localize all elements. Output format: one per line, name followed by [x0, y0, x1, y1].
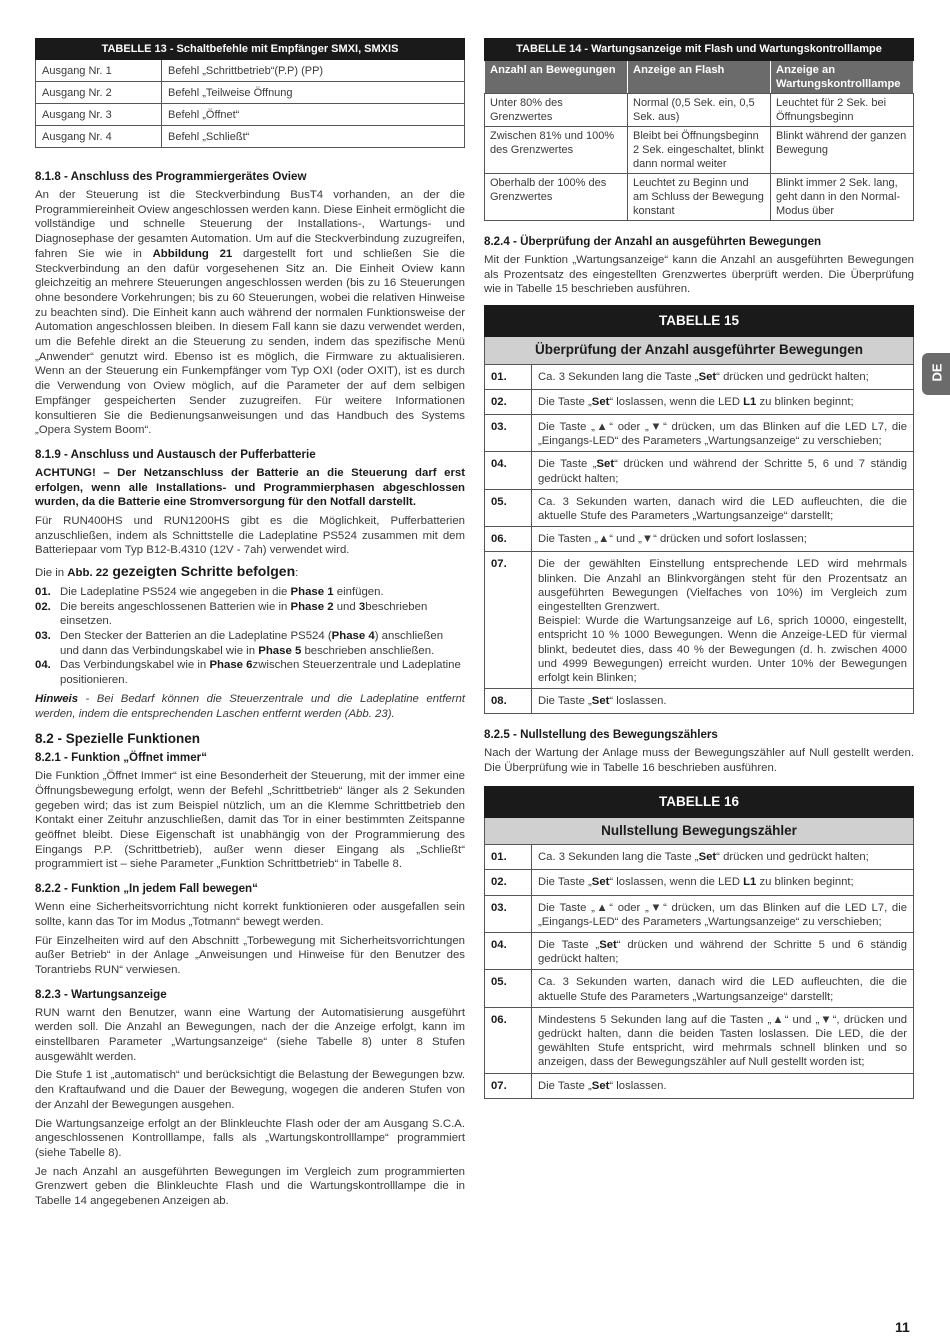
section-heading-82: 8.2 - Spezielle Funktionen: [35, 731, 201, 747]
steps-intro: Die in Abb. 22 gezeigten Schritte befolgen:: [35, 563, 299, 580]
section-heading-819: 8.1.9 - Anschluss und Austausch der Pufferbatterie: [35, 447, 316, 461]
table-13-title: TABELLE 13 - Schaltbefehle mit Empfänger SMXI, SMXIS: [36, 39, 465, 60]
table-14-title: TABELLE 14 - Wartungsanzeige mit Flash und Wartungskontrolllampe: [485, 39, 914, 61]
list-item: 03. Den Stecker der Batterien an die Ladeplatine PS524 (Phase 4) anschließen und dann das Verbindungskabel wie in Phase 5 beschrieben anschließen.: [35, 629, 444, 657]
table-row: Zwischen 81% und 100% des Grenzwertes Bleibt bei Öffnungsbeginn 2 Sek. eingeschaltet, blinkt dann normal weiter Blinkt während der ganzen Bewegung: [485, 127, 914, 174]
paragraph: Für Einzelheiten wird auf den Abschnitt „Torbewegung mit Sicherheitsvorrichtungen außer Betrieb“ in der Anlage „Anweisungen und Hinweise für den Benutzer des Torantriebs RUN“ verwiesen.: [35, 934, 465, 976]
warning-text: ACHTUNG! – Der Netzanschluss der Batterie an die Steuerung darf erst erfolgen, wenn alle Installations- und Programmierphasen abgeschlossen wurden, da die Batterie eine Stromversorgung für den Notfall darstellt.: [35, 466, 465, 509]
table-row: Ausgang Nr. 4 Befehl „Schließt“: [36, 126, 465, 148]
paragraph: Mit der Funktion „Wartungsanzeige“ kann die Anzahl an ausgeführten Bewegungen als Prozentsatz des eingestellten Grenzwertes überprüft werden. Die Überprüfung wie in Tabelle 15 beschrieben ausführen.: [484, 254, 914, 296]
list-item: 04. Das Verbindungskabel wie in Phase 6zwischen Steuerzentrale und Ladeplatine positionieren.: [35, 659, 461, 687]
table-row: 01. Ca. 3 Sekunden lang die Taste „Set“ drücken und gedrückt halten;: [485, 845, 914, 870]
paragraph: Wenn eine Sicherheitsvorrichtung nicht korrekt funktionieren oder ausgefallen sein sollte, kann das Tor im Modus „Totmann“ bewegt werden.: [35, 901, 465, 928]
table-row: 08. Die Taste „Set“ loslassen.: [485, 689, 914, 714]
table-13: [35, 38, 465, 148]
section-heading-818: 8.1.8 - Anschluss des Programmiergerätes Oview: [35, 170, 307, 183]
table-16-subtitle: Nullstellung Bewegungszähler: [485, 817, 914, 844]
table-15-subtitle: Überprüfung der Anzahl ausgeführter Bewegungen: [485, 337, 914, 364]
table-row: 05. Ca. 3 Sekunden warten, danach wird die LED aufleuchten, die die aktuelle Stufe des Parameters „Wartungsanzeige“ darstellt;: [485, 489, 914, 526]
paragraph: Die Stufe 1 ist „automatisch“ und berücksichtigt die Belastung der Bewegungen bzw. den Kraftaufwand und die Dauer der Bewegung, wogegen die anderen Stufen von der Anzahl der Bewegungen ausgehen.: [35, 1069, 465, 1111]
paragraph: An der Steuerung ist die Steckverbindung BusT4 vorhanden, an der die Programmiereinheit Oview angeschlossen werden kann. Diese Einheit ermöglicht die vollständige und schnelle Steuerung der Installations-, Wartungs- und Diagnosephase der gesamten Automation. Um auf die Steckverbindung zuzugreifen, fahren Sie wie in Abbildung 21 dargestellt fort und schließen Sie die Steckverbindung an den dafür vorgesehenen Sitz an. Die Einheit Oview kann gleichzeitig an mehrere Steuerungen angeschlossen werden (bis zu 16 Steuerungen ohne besondere Vorkehrungen; bis zu 60 Steuerungen, wobei die relativen Hinweise zu beachten sind). Die Einheit kann auch während der normalen Funktionsweise der Automation angeschlossen bleiben. In diesem Fall kann sie dazu verwendet werden, um die Befehle direkt an die Steuerung zu senden, indem das spezifische Menü „Anwender“ genutzt wird. Ebenso ist es möglich, die Firmware zu aktualisieren. Wenn an der Steuerung ein Funkempfänger vom Typ OXI (oder OXIT), ist es durch die Verwendung von Oview möglich, auf die Parameter der auf dem selbigen Empfänger gespeicherten Sender zuzugreifen. Für weitere Informationen konsultieren Sie die Bedienungsanweisungen und das Handbuch des Systems „Opera System Boom“.: [35, 189, 465, 437]
hinweis-note: Hinweis - Bei Bedarf können die Steuerzentrale und die Ladeplatine entfernt werden, indem die entsprechenden Laschen entfernt werden (Abb. 23).: [35, 692, 465, 720]
section-heading-821: 8.2.1 - Funktion „Öffnet immer“: [35, 751, 207, 765]
table-15: [484, 305, 914, 714]
paragraph: Für RUN400HS und RUN1200HS gibt es die Möglichkeit, Pufferbatterien anzuschließen, indem als Schnittstelle die Ladeplatine PS524 zusammen mit dem Batteriepaar vom Typ B12-B.4310 (12V - 7ah) verwendet wird.: [35, 515, 465, 557]
table-row: Unter 80% des Grenzwertes Normal (0,5 Sek. ein, 0,5 Sek. aus) Leuchtet für 2 Sek. bei Öffnungsbeginn: [485, 94, 914, 127]
table-row: 02. Die Taste „Set“ loslassen, wenn die LED L1 zu blinken beginnt;: [485, 389, 914, 414]
table-16: [484, 786, 914, 1099]
table-row: Ausgang Nr. 3 Befehl „Öffnet“: [36, 104, 465, 126]
section-heading-823: 8.2.3 - Wartungsanzeige: [35, 987, 167, 1001]
language-tab: DE: [922, 353, 950, 395]
left-column: [35, 38, 465, 1213]
table-16-title: TABELLE 16: [485, 786, 914, 817]
list-item: 01. Die Ladeplatine PS524 wie angegeben in die Phase 1 einfügen.: [35, 585, 384, 598]
paragraph: RUN warnt den Benutzer, wann eine Wartung der Automatisierung ausgeführt werden soll. Die Anzahl an Bewegungen, nach der die Anzeige erfolgt, kann im einstellbaren Parameter „Wartungsanzeige“ (siehe Tabelle 8) unter 8 Stufen ausgewählt werden.: [35, 1006, 465, 1063]
paragraph: Die Wartungsanzeige erfolgt an der Blinkleuchte Flash oder der am Ausgang S.C.A. angeschlossenen Kontrolllampe, falls als „Wartungskontrolllampe“ programmiert (siehe Tabelle 8).: [35, 1117, 465, 1159]
section-heading-825: 8.2.5 - Nullstellung des Bewegungszählers: [484, 728, 718, 742]
table-row: 03. Die Taste „▲“ oder „▼“ drücken, um das Blinken auf die LED L7, die „Eingangs-LED“ des Parameters „Wartungsanzeige“ zu verschieben;: [485, 414, 914, 451]
table-row: 01. Ca. 3 Sekunden lang die Taste „Set“ drücken und gedrückt halten;: [485, 364, 914, 389]
paragraph: Je nach Anzahl an ausgeführten Bewegungen im Vergleich zum programmierten Grenzwert geben die Blinkleuchte Flash und die Wartungskontrolllampe die in Tabelle 14 angegebenen Anzeigen ab.: [35, 1165, 465, 1208]
table-row: Ausgang Nr. 2 Befehl „Teilweise Öffnung: [36, 82, 465, 104]
table-row: 06. Mindestens 5 Sekunden lang auf die Tasten „▲“ und „▼“, drücken und gedrückt halten, dann die beiden Tasten loslassen. Die LED, die der gewählten Stufe entspricht, wird mehrmals schnell blinken und so anzeigen, dass der Bewegungszähler auf Null gestellt worden ist;: [485, 1007, 914, 1073]
section-heading-824: 8.2.4 - Überprüfung der Anzahl an ausgeführten Bewegungen: [484, 235, 822, 248]
table-row: 07. Die der gewählten Einstellung entsprechende LED wird mehrmals blinken. Die Anzahl an Blinkvorgängen steht für den Prozentsatz an ausgeführten Bewegungen (Vielfaches von 10%) im Vergleich zum eingestellten Grenzwert. Beispiel: Wurde die Wartungsanzeige auf L6, sprich 10000, eingestellt, entspricht 10 % 1000 Bewegungen. Wenn die Anzeige-LED für viermal blinkt, bedeutet dies, dass 40 % der Bewegungen (d. h. zwischen 4000 und 4999 Bewegungen) erreicht wurden. Unter 10% der Bewegungen erfolgt kein Blinken;: [485, 552, 914, 689]
table-row: 07. Die Taste „Set“ loslassen.: [485, 1073, 914, 1098]
table-15-title: TABELLE 15: [485, 306, 914, 337]
table-row: 06. Die Tasten „▲“ und „▼“ drücken und sofort loslassen;: [485, 527, 914, 552]
list-item: 02. Die bereits angeschlossenen Batterien wie in Phase 2 und 3beschrieben einsetzen.: [35, 600, 428, 628]
table-row: Ausgang Nr. 1 Befehl „Schrittbetrieb“(P.P) (PP): [36, 60, 465, 82]
table-header-row: Anzahl an Bewegungen Anzeige an Flash Anzeige an Wartungskontrolllampe: [485, 61, 914, 94]
table-row: Oberhalb der 100% des Grenzwertes Leuchtet zu Beginn und am Schluss der Bewegung konstant Blinkt immer 2 Sek. lang, geht dann in den Normal-Modus über: [485, 174, 914, 221]
table-row: 05. Ca. 3 Sekunden warten, danach wird die LED aufleuchten, die die aktuelle Stufe des Parameters „Wartungsanzeige“ darstellt;: [485, 970, 914, 1007]
table-row: 04. Die Taste „Set“ drücken und während der Schritte 5, 6 und 7 ständig gedrückt halten;: [485, 452, 914, 489]
page-number: 11: [895, 1319, 910, 1335]
table-row: 03. Die Taste „▲“ oder „▼“ drücken, um das Blinken auf die LED L7, die „Eingangs-LED“ des Parameters „Wartungsanzeige“ zu verschieben;: [485, 895, 914, 932]
paragraph: Nach der Wartung der Anlage muss der Bewegungszähler auf Null gestellt werden. Die Überprüfung wie in Tabelle 16 beschrieben ausführen.: [484, 747, 914, 775]
table-row: 04. Die Taste „Set“ drücken und während der Schritte 5 und 6 ständig gedrückt halten;: [485, 933, 914, 970]
paragraph: Die Funktion „Öffnet Immer“ ist eine Besonderheit der Steuerung, mit der immer eine Öffnungsbewegung erfolgt, wenn der Befehl „Schrittbetrieb“ länger als 2 Sekunden gegeben wird; das ist zum Beispiel nützlich, um an die Klemme Schrittbetrieb den Kontakt einer Zeituhr anzuschließen, damit das Tor in einer bestimmten Zeitspanne geöffnet bleibt. Diese Eigenschaft ist unabhängig von der Programmierung des Eingangs P.P. (Schrittbetrieb), außer wenn dieser Eingang als „Schließt“ programmiert ist – siehe Parameter „Funktion Schrittbetrieb“ in Tabelle 8.: [35, 770, 465, 871]
table-row: 02. Die Taste „Set“ loslassen, wenn die LED L1 zu blinken beginnt;: [485, 870, 914, 895]
steps-list: [35, 585, 465, 688]
right-column: [484, 38, 914, 1099]
table-14: [484, 38, 914, 221]
section-heading-822: 8.2.2 - Funktion „In jedem Fall bewegen“: [35, 882, 258, 896]
